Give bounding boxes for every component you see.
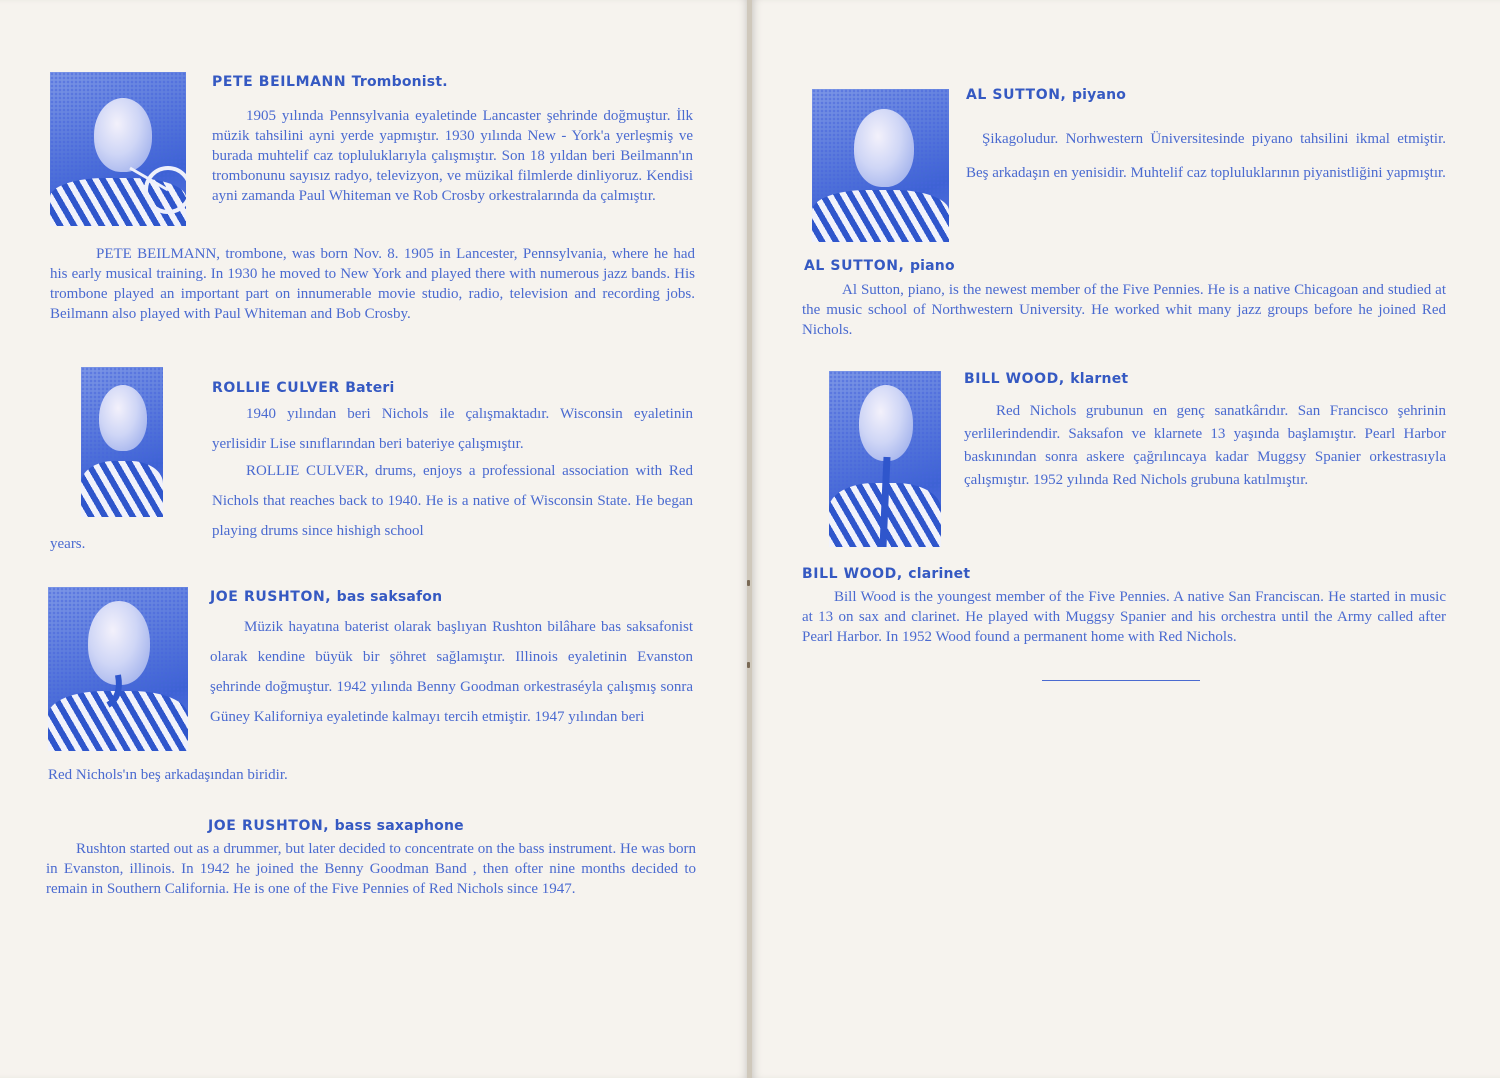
joe-rushton-heading <box>210 589 442 605</box>
joe-role: bas saksafon <box>336 589 443 605</box>
clarinet-icon <box>829 371 941 547</box>
trombone-icon <box>50 72 186 226</box>
al-bio-tr: Şikagoludur. Norhwestern Üniversitesinde piyano tahsilini ikmal etmiştir. Beş arkadaşın en yenisidir. Muhtelif caz topluluklarının piyanistliğini yapmıştır. <box>966 131 1446 181</box>
pete-beilmann-photo <box>50 72 186 226</box>
joe-role-en: bass saxaphone <box>334 818 464 834</box>
pipe-icon <box>48 587 188 751</box>
bill-bio-en: Bill Wood is the youngest member of the Five Pennies. A native San Franciscan. He started in music at 13 on sax and clarinet. He played with Muggsy Spanier and his orchestra until the Army called after Pearl Harbor. In 1952 Wood found a permanent home with Red Nichols. <box>802 589 1446 645</box>
pete-beilmann-heading <box>212 74 448 90</box>
al-name-en: AL SUTTON, <box>804 258 905 274</box>
al-role: piyano <box>1071 87 1127 103</box>
bill-name: BILL WOOD, <box>964 371 1065 387</box>
al-name: AL SUTTON, <box>966 87 1067 103</box>
rollie-role: Bateri <box>345 380 395 396</box>
rollie-bio-tr: 1940 yılından beri Nichols ile çalışmaktadır. Wisconsin eyaletinin yerlisidir Lise sınıflarından beri bateriye çalışmıştır. <box>212 406 693 452</box>
joe-rushton-photo <box>48 587 188 751</box>
joe-bio-tr: Müzik hayatına baterist olarak başlıyan Rushton bilâhare bas saksafonist olarak kendine büyük bir şöhret sağlamıştır. Illinois eyaletinin Evanston şehrinde doğmuştur. 1942 yılında Benny Goodman orkestraséyla çalışmış sonra Güney Kaliforniya eyaletinde kalmayı tercih etmiştir. 1947 yılından beri <box>210 619 693 725</box>
bill-wood-heading-en <box>802 566 970 582</box>
staple-mark <box>747 662 750 668</box>
rollie-bio-en: ROLLIE CULVER, drums, enjoys a professional association with Red Nichols that reaches back to 1940. He is a native of Wisconsin State. He began playing drums since hishigh school <box>212 463 693 539</box>
bill-bio-tr: Red Nichols grubunun en genç sanatkârıdır. San Francisco şehrinin yerlilerindendir. Saksafon ve klarnete 13 yaşında başlamıştır. Pearl Harbor baskınından sonra askere çağrılıncaya kadar Muggsy Spanier orkestrasıyla çalışmıştır. 1952 yılında Red Nichols grubuna katılmıştır. <box>964 403 1446 488</box>
bill-role-en: clarinet <box>908 566 971 582</box>
pete-role: Trombonist. <box>351 74 448 90</box>
pete-bio-tr: 1905 yılında Pennsylvania eyaletinde Lancaster şehrinde doğmuştur. İlk müzik tahsilini ayni yerde yapmıştır. 1930 yılında New - York'a yerleşmiş ve burada muhtelif caz topluluklarıyla çalışmıştır. Son 18 yıldan beri Beilmann'ın trombonunu sayısız radyo, televizyon, ve müzikal filmlerde dinliyoruz. Kendisi ayni zamanda Paul Whiteman ve Rob Crosby orkestralarında da çalmıştır. <box>212 108 693 204</box>
al-sutton-heading <box>966 87 1126 103</box>
pete-bio-en: PETE BEILMANN, trombone, was born Nov. 8. 1905 in Lancester, Pennsylvania, where he had his early musical training. In 1930 he moved to New York and played there with numerous jazz bands. His trombone played an important part on innumerable movie studio, radio, television and recording jobs. Beilmann also played with Paul Whiteman and Bob Crosby. <box>50 246 695 322</box>
bill-wood-photo <box>829 371 941 547</box>
joe-bio-tr-tail: Red Nichols'ın beş arkadaşından biridir. <box>48 767 288 783</box>
bill-wood-heading <box>964 371 1128 387</box>
al-sutton-heading-en <box>804 258 955 274</box>
joe-name: JOE RUSHTON, <box>210 589 332 605</box>
bill-name-en: BILL WOOD, <box>802 566 903 582</box>
rollie-bio-en-tail: years. <box>50 536 86 552</box>
right-page <box>752 0 1500 1078</box>
bill-role: klarnet <box>1070 371 1129 387</box>
joe-rushton-heading-en <box>208 818 464 834</box>
al-sutton-photo <box>812 89 949 242</box>
al-role-en: piano <box>909 258 955 274</box>
pete-name: PETE BEILMANN <box>212 74 347 90</box>
joe-name-en: JOE RUSHTON, <box>208 818 330 834</box>
rollie-name: ROLLIE CULVER <box>212 380 340 396</box>
al-bio-en: Al Sutton, piano, is the newest member of the Five Pennies. He is a native Chicagoan and studied at the music school of Northwestern University. He worked whit many jazz groups before he joined Red Nichols. <box>802 282 1446 338</box>
rollie-culver-photo <box>81 367 163 517</box>
joe-bio-en: Rushton started out as a drummer, but later decided to concentrate on the bass instrument. He was born in Evanston, illinois. In 1942 he joined the Benny Goodman Band , then ofter nine months decided to remain in Southern California. He is one of the Five Pennies of Red Nichols since 1947. <box>46 841 696 897</box>
staple-mark <box>747 580 750 586</box>
left-page <box>0 0 748 1078</box>
closing-rule <box>1042 680 1200 681</box>
rollie-culver-heading <box>212 380 395 396</box>
